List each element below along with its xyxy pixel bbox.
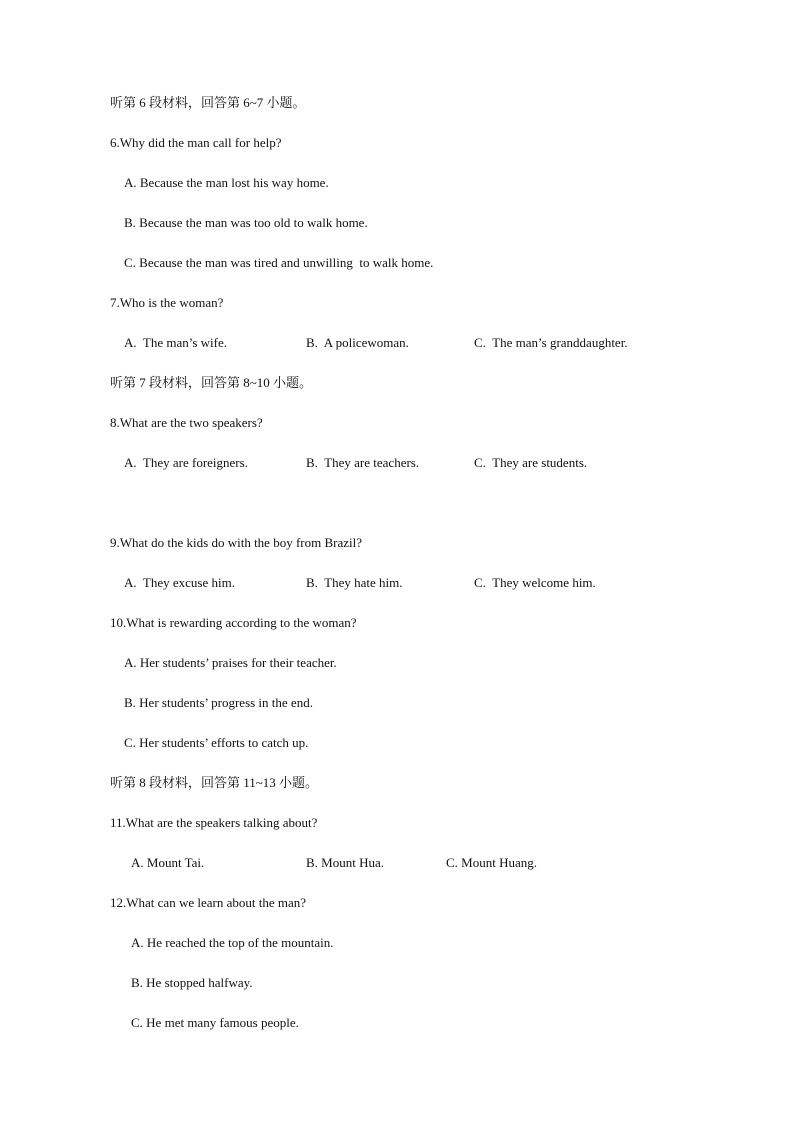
question-12-option-a: A. He reached the top of the mountain. — [131, 935, 334, 950]
question-10-option-c: C. Her students’ efforts to catch up. — [124, 735, 309, 750]
question-6-stem: 6.Why did the man call for help? — [110, 135, 282, 150]
question-12-option-c: C. He met many famous people. — [131, 1015, 299, 1030]
question-12-stem: 12.What can we learn about the man? — [110, 895, 306, 910]
section-8-header: 听第 8 段材料，回答第 11~13 小题。 — [110, 775, 319, 790]
question-7-option-a: A. The man’s wife. — [124, 335, 228, 350]
question-10-stem: 10.What is rewarding according to the woman? — [110, 615, 357, 630]
question-11-option-b: B. Mount Hua. — [306, 855, 384, 870]
question-8-option-b: B. They are teachers. — [306, 455, 420, 470]
question-9-option-b: B. They hate him. — [306, 575, 403, 590]
section-7-header: 听第 7 段材料，回答第 8~10 小题。 — [110, 375, 313, 390]
question-11-stem: 11.What are the speakers talking about? — [110, 815, 318, 830]
question-8-option-c: C. They are students. — [474, 455, 588, 470]
question-11-option-c: C. Mount Huang. — [446, 855, 537, 870]
question-9-stem: 9.What do the kids do with the boy from Brazil? — [110, 535, 363, 550]
section-6-header: 听第 6 段材料，回答第 6~7 小题。 — [110, 95, 306, 110]
question-6-option-c: C. Because the man was tired and unwilling to walk home. — [124, 255, 434, 270]
question-9-option-c: C. They welcome him. — [474, 575, 596, 590]
question-9-option-a: A. They excuse him. — [124, 575, 235, 590]
question-7-option-c: C. The man’s granddaughter. — [474, 335, 628, 350]
question-11-option-a: A. Mount Tai. — [131, 855, 205, 870]
question-10-option-b: B. Her students’ progress in the end. — [124, 695, 313, 710]
question-8-stem: 8.What are the two speakers? — [110, 415, 263, 430]
question-7-option-b: B. A policewoman. — [306, 335, 409, 350]
question-10-option-a: A. Her students’ praises for their teacher. — [124, 655, 337, 670]
question-6-option-b: B. Because the man was too old to walk home. — [124, 215, 368, 230]
question-6-option-a: A. Because the man lost his way home. — [124, 175, 329, 190]
question-7-stem: 7.Who is the woman? — [110, 295, 224, 310]
question-8-option-a: A. They are foreigners. — [124, 455, 248, 470]
question-12-option-b: B. He stopped halfway. — [131, 975, 253, 990]
